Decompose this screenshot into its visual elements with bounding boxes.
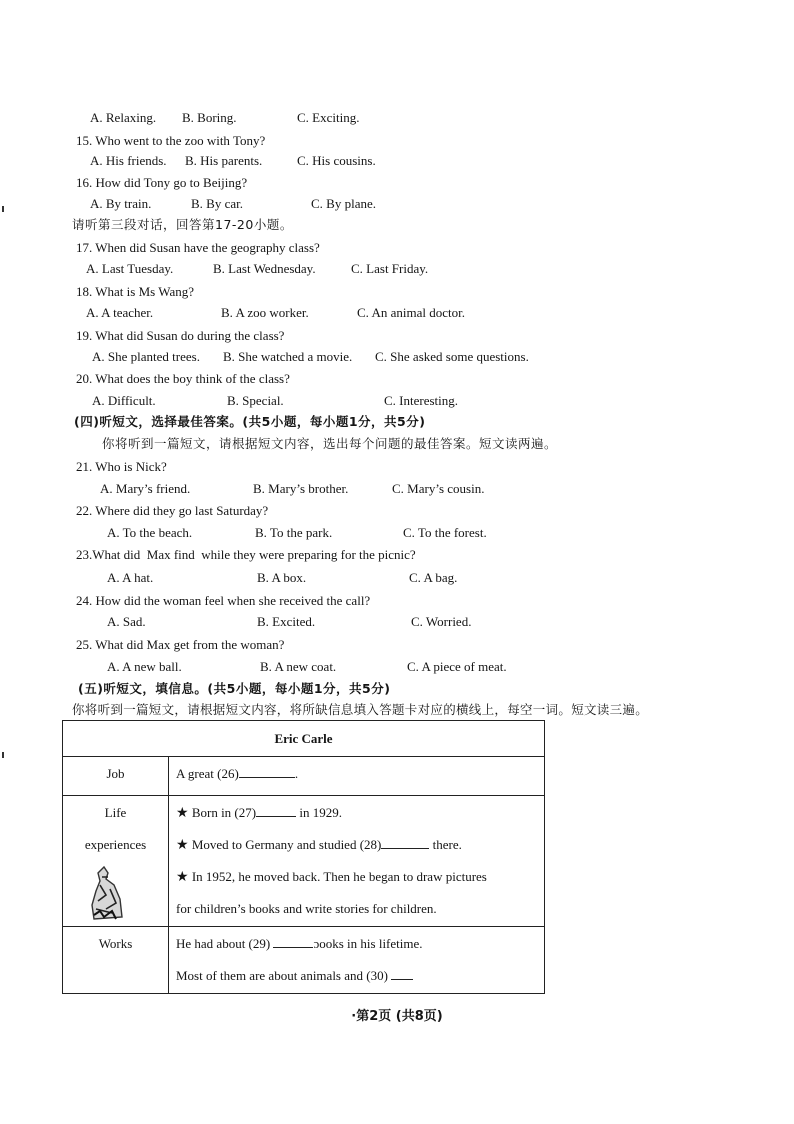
table-title: Eric Carle <box>63 721 545 757</box>
question-16: 16. How did Tony go to Beijing? <box>76 175 248 190</box>
question-18: 18. What is Ms Wang? <box>76 284 194 299</box>
option-c: C. A piece of meat. <box>407 659 507 674</box>
option-a: A. His friends. <box>90 153 167 168</box>
option-b: B. A zoo worker. <box>221 305 309 320</box>
question-20: 20. What does the boy think of the class? <box>76 371 290 386</box>
option-b: B. His parents. <box>185 153 263 168</box>
question-17: 17. When did Susan have the geography class? <box>76 240 320 255</box>
margin-mark <box>2 752 4 758</box>
option-a: A. A hat. <box>107 570 154 585</box>
option-b: B. She watched a movie. <box>223 349 353 364</box>
option-a: A. Mary’s friend. <box>100 481 191 496</box>
option-c: C. Exciting. <box>297 110 360 125</box>
option-c: C. Last Friday. <box>351 261 429 276</box>
option-a: A. A new ball. <box>107 659 182 674</box>
info-table <box>62 720 545 994</box>
option-a: A. She planted trees. <box>92 349 200 364</box>
question-22: 22. Where did they go last Saturday? <box>76 503 269 518</box>
option-a: A. A teacher. <box>86 305 154 320</box>
option-b: B. Excited. <box>257 614 316 629</box>
option-a: A. Difficult. <box>92 393 156 408</box>
question-25: 25. What did Max get from the woman? <box>76 637 285 652</box>
question-23: 23.What did Max find while they were preparing for the picnic? <box>76 547 416 562</box>
option-c: C. His cousins. <box>297 153 376 168</box>
option-a: A. To the beach. <box>107 525 193 540</box>
option-a: A. Relaxing. <box>90 110 157 125</box>
works-cell: He had about (29) ɔooks in his lifetime. Most of them are about animals and (30) <box>169 927 545 994</box>
question-19: 19. What did Susan do during the class? <box>76 328 285 343</box>
question-15: 15. Who went to the zoo with Tony? <box>76 133 266 148</box>
question-21: 21. Who is Nick? <box>76 459 167 474</box>
option-c: C. Worried. <box>411 614 472 629</box>
option-b: B. To the park. <box>255 525 333 540</box>
option-b: B. Last Wednesday. <box>213 261 316 276</box>
option-a: A. Sad. <box>107 614 146 629</box>
option-b: B. Special. <box>227 393 284 408</box>
blank-29[interactable] <box>273 935 313 948</box>
blank-28[interactable] <box>381 836 429 849</box>
section-5-heading: (五)听短文，填信息。(共5小题，每小题1分，共5分) <box>78 681 391 696</box>
section-4-instruction: 你将听到一篇短文，请根据短文内容，选出每个问题的最佳答案。短文读两遍。 <box>102 436 558 451</box>
section-4-heading: (四)听短文，选择最佳答案。(共5小题，每小题1分，共5分) <box>74 414 426 429</box>
option-b: B. A new coat. <box>260 659 337 674</box>
section-5-instruction: 你将听到一篇短文，请根据短文内容，将所缺信息填入答题卡对应的横线上，每空一词。短文读三遍。 <box>72 702 649 717</box>
job-label: Job <box>63 757 169 796</box>
option-c: C. She asked some questions. <box>375 349 529 364</box>
question-24: 24. How did the woman feel when she received the call? <box>76 593 371 608</box>
life-experiences-label: Life experiences <box>63 796 169 927</box>
option-c: C. To the forest. <box>403 525 487 540</box>
blank-26[interactable] <box>239 765 295 778</box>
option-b: B. Boring. <box>182 110 237 125</box>
option-c: C. By plane. <box>311 196 376 211</box>
illustration-icon <box>86 865 126 923</box>
job-cell: A great (26) . <box>169 757 545 796</box>
option-b: B. By car. <box>191 196 243 211</box>
page-footer: ·第2页 (共8页) <box>351 1009 443 1024</box>
option-c: C. An animal doctor. <box>357 305 465 320</box>
option-c: C. Mary’s cousin. <box>392 481 485 496</box>
blank-27[interactable] <box>256 804 296 817</box>
life-experiences-cell: ★ Born in (27) in 1929. ★ Moved to Germany and studied (28) there. ★ In 1952, he moved back. Then he began to draw pictures for children’s books and write stories for children. <box>169 796 545 927</box>
option-b: B. Mary’s brother. <box>253 481 349 496</box>
option-b: B. A box. <box>257 570 307 585</box>
option-c: C. Interesting. <box>384 393 459 408</box>
option-a: A. By train. <box>90 196 152 211</box>
option-a: A. Last Tuesday. <box>86 261 174 276</box>
blank-30[interactable] <box>391 967 413 980</box>
option-c: C. A bag. <box>409 570 458 585</box>
section-3-instruction: 请听第三段对话，回答第17-20小题。 <box>72 217 293 232</box>
works-label: Works <box>63 927 169 994</box>
margin-mark <box>2 206 4 212</box>
